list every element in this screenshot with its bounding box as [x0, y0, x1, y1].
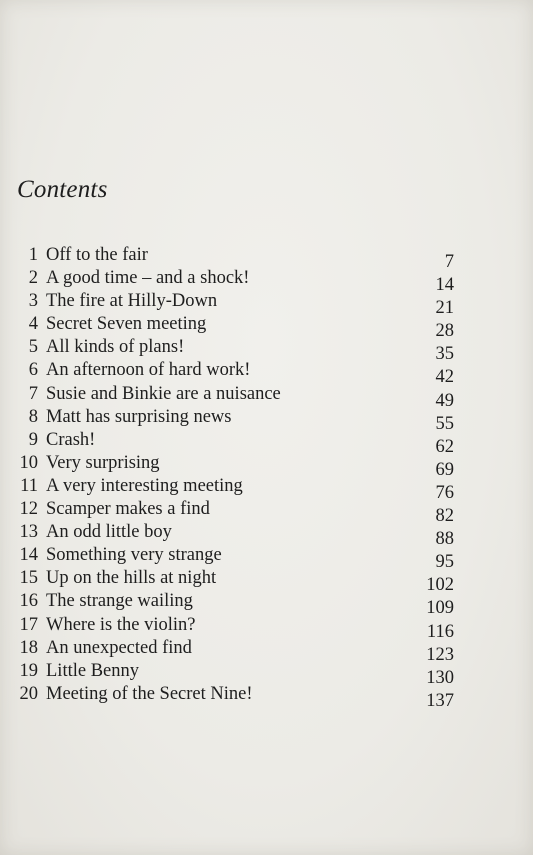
chapter-title: Off to the fair: [46, 245, 148, 265]
toc-row: [14, 313, 454, 342]
chapter-title: An odd little boy: [46, 522, 172, 543]
chapter-number: 5: [28, 337, 38, 358]
toc-row: [14, 359, 454, 388]
toc-row: [14, 544, 454, 573]
toc-row: [14, 660, 454, 688]
chapter-number: 1: [28, 245, 38, 265]
toc-row: [14, 637, 454, 665]
chapter-number: 17: [19, 614, 38, 635]
page-number: 35: [435, 344, 454, 365]
page-number: 62: [435, 436, 454, 457]
page-number: 49: [435, 390, 454, 411]
chapter-number: 8: [28, 406, 38, 427]
chapter-title: Up on the hills at night: [46, 568, 217, 589]
chapter-number: 3: [28, 291, 38, 312]
page-number: 28: [435, 321, 454, 342]
page-number: 82: [435, 506, 454, 527]
chapter-title: Matt has surprising news: [46, 406, 232, 427]
page-number: 102: [426, 575, 454, 596]
chapter-number: 11: [20, 475, 38, 496]
chapter-title: Little Benny: [46, 660, 139, 681]
toc-row: [14, 383, 454, 411]
page-number: 55: [435, 413, 454, 434]
page-number: 76: [435, 482, 454, 503]
toc-row: [14, 475, 454, 503]
toc-row: [14, 267, 454, 296]
chapter-number: 7: [28, 383, 38, 404]
toc-row: [14, 452, 454, 480]
page-number: 130: [426, 667, 454, 688]
chapter-number: 19: [19, 660, 38, 681]
chapter-number: 18: [19, 637, 38, 658]
chapter-title: A good time – and a shock!: [46, 268, 250, 289]
toc-row: [14, 336, 454, 365]
chapter-number: 9: [28, 429, 38, 450]
chapter-number: 13: [19, 522, 38, 543]
toc-row: [14, 429, 454, 457]
page-number: 116: [426, 621, 454, 642]
chapter-title: The fire at Hilly-Down: [46, 291, 218, 312]
chapter-number: 15: [19, 568, 38, 589]
chapter-title: An unexpected find: [46, 637, 192, 658]
page-number: 88: [435, 529, 454, 550]
chapter-title: Susie and Binkie are a nuisance: [46, 383, 281, 404]
toc-row: [14, 521, 454, 550]
toc-row: [14, 290, 454, 319]
chapter-title: All kinds of plans!: [46, 337, 185, 358]
page-number: 42: [435, 367, 454, 388]
chapter-title: Crash!: [46, 429, 96, 450]
toc-row: [14, 406, 454, 434]
contents-heading: Contents: [17, 176, 108, 203]
toc-row: [14, 614, 454, 642]
toc-row: [14, 244, 454, 272]
page-number: 69: [435, 459, 454, 480]
chapter-number: 4: [28, 314, 38, 335]
chapter-title: Something very strange: [46, 545, 222, 566]
chapter-number: 6: [28, 360, 38, 381]
toc-row: [14, 498, 454, 527]
chapter-title: Very surprising: [46, 452, 160, 473]
chapter-title: The strange wailing: [46, 591, 193, 612]
chapter-title: Meeting of the Secret Nine!: [46, 683, 253, 704]
chapter-number: 12: [19, 499, 38, 520]
toc-row: [14, 567, 454, 596]
table-of-contents: [14, 244, 454, 711]
page-number: 137: [426, 690, 454, 711]
chapter-number: 2: [28, 268, 38, 289]
chapter-number: 10: [19, 452, 38, 473]
page-number: 21: [435, 298, 454, 319]
page-number: 123: [426, 644, 454, 665]
chapter-title: An afternoon of hard work!: [46, 360, 251, 381]
chapter-title: Secret Seven meeting: [46, 314, 207, 335]
toc-row: [14, 683, 454, 711]
page-number: 109: [426, 598, 454, 619]
chapter-title: Where is the violin?: [46, 614, 196, 635]
chapter-title: Scamper makes a find: [46, 499, 210, 520]
chapter-title: A very interesting meeting: [46, 475, 243, 496]
toc-row: [14, 590, 454, 619]
page-number: 14: [435, 275, 454, 296]
page-number: 95: [435, 552, 454, 573]
chapter-number: 14: [19, 545, 38, 566]
chapter-number: 16: [19, 591, 38, 612]
chapter-number: 20: [19, 683, 38, 704]
page-number: 7: [444, 252, 454, 272]
